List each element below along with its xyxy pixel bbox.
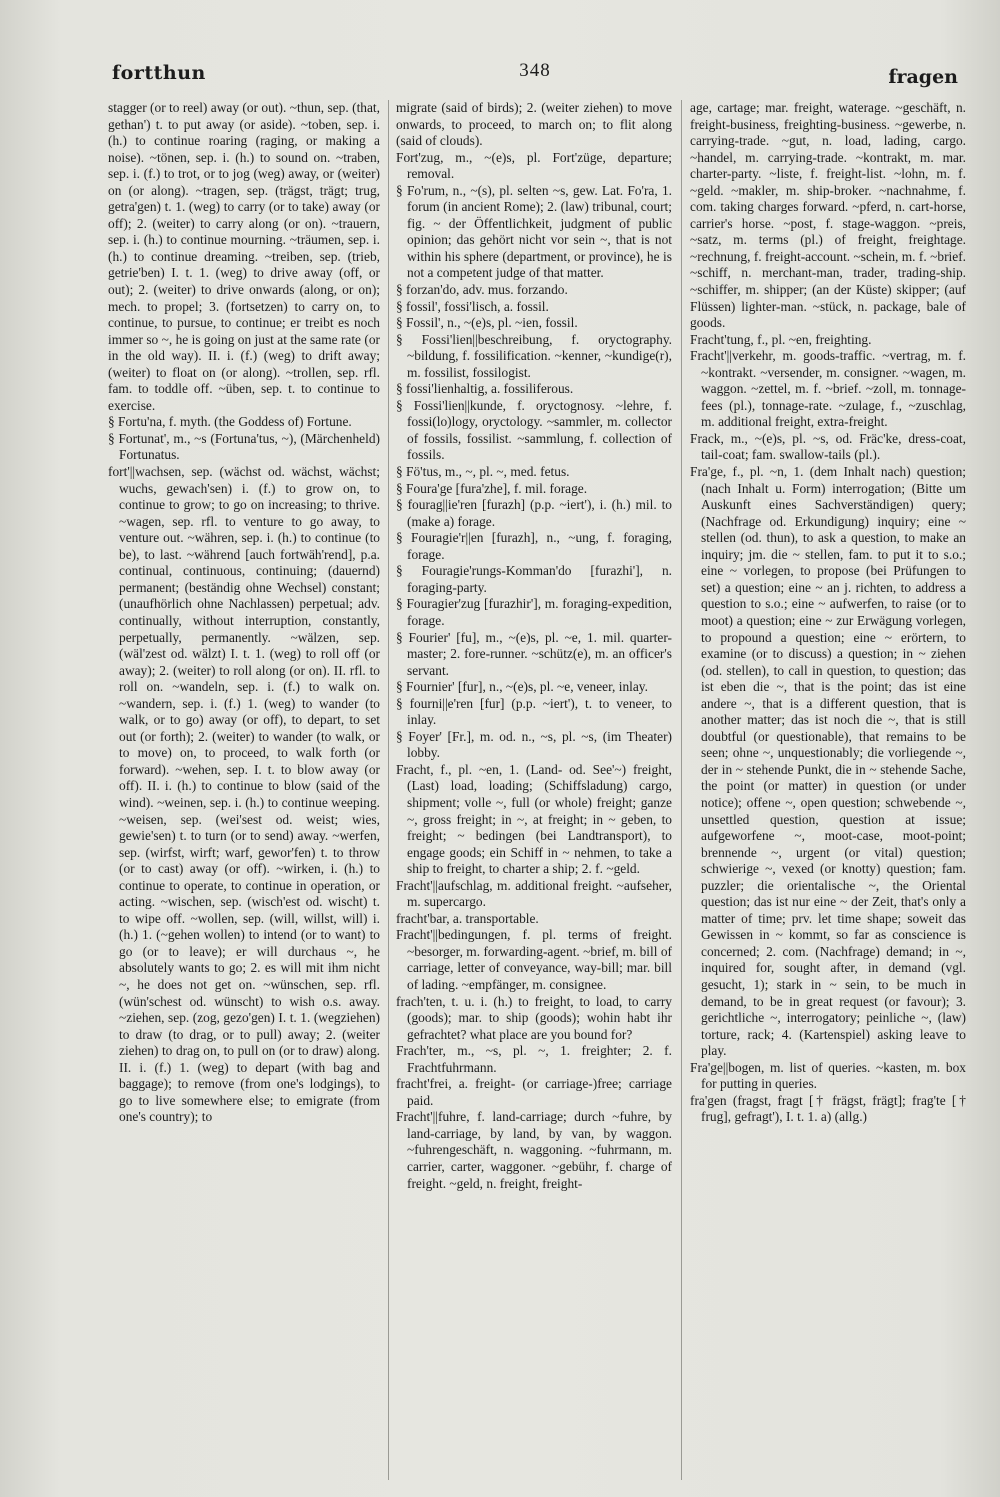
dictionary-entry: § Fournier' [fur], n., ~(e)s, pl. ~e, veneer, inlay. (396, 679, 648, 695)
column-divider (681, 100, 682, 1480)
dictionary-entry: fra'gen (fragst, fragt [† frägst, frägt]; frag'te [† frug], gefragt'), I. t. 1. a) (allg.) (690, 1092, 966, 1125)
dictionary-entry: Fracht'||fuhre, f. land-carriage; durch ~fuhre, by land-carriage, by land, by van, by waggon. ~fuhrengeschäft, n. waggoning. ~fuhrmann, m. carrier, carter, waggoner. ~gebühr, f. charge of freight. ~geld, n. freight, freight- (396, 1109, 672, 1191)
dictionary-entry: § Fossi'lien||beschreibung, f. oryctography. ~bildung, f. fossilification. ~kenner, ~kundige(r), m. fossilist, fossilogist. (396, 331, 672, 380)
dictionary-entry: fracht'bar, a. transportable. (396, 910, 539, 926)
text-columns (108, 100, 966, 1480)
dictionary-entry: Fra'ge, f., pl. ~n, 1. (dem Inhalt nach) question; (nach Inhalt u. Form) interrogation; (Bitte um Auskunft eines Sachverständigen) query; (Nachfrage od. Erkundigung) inquiry; eine ~ stellen (od. thun), to ask a question, to make an inquiry; jm. die ~ stellen, fam. to put it to s.o.; eine ~ vorlegen, to propose (bei Prüfungen to set) a question; eine ~ an j. richten, to address a question to s.o.; eine ~ aufwerfen, to raise (or to moot) a question; eine ~ zur Erwägung vorlegen, to propound a question; eine ~ erörtern, to examine (or to discuss) a question; in ~ ziehen (od. stellen), to call in question, to question; das ist eben die ~, that is the point; das ist eine andere ~, that is a different question, that is another matter; das ist noch die ~, that is still doubtful (or questionable), that remains to be seen; ohne ~, unquestionably; die vorliegende ~, der in ~ stehende Punkt, die in ~ stehende Sache, the point (or matter) in question (or under notice); offene ~, open question; schwebende ~, unsettled question, question at issue; aufgeworfene ~, moot-case, moot-point; brennende ~, urgent (or vital) question; schwierige ~, vexed (or knotty) question; fam. puzzler; die orientalische ~, the Oriental question; das ist nur eine ~ der Zeit, that's only a matter of time; prv. let time shape; soweit das Gewissen in ~ kommt, so far as conscience is concerned; 2. com. (Nachfrage) demand; in ~, inquired for, sought after, in demand (vgl. gesucht, 1); stark in ~ sein, to be much in demand, to be in great request (or favour); 3. gerichtliche ~, interrogatory; peinliche ~, (law) torture, rack; 4. (Kartenspiel) asking leave to play. (690, 464, 966, 1059)
dictionary-entry: Fra'ge||bogen, m. list of queries. ~kasten, m. box for putting in queries. (690, 1059, 966, 1092)
dictionary-entry: § Foura'ge [fura'zhe], f. mil. forage. (396, 480, 588, 496)
column-middle (396, 100, 672, 1480)
dictionary-entry: migrate (said of birds); 2. (weiter ziehen) to move onwards, to proceed, to march on; to flit along (said of clouds). (396, 100, 672, 149)
running-header (112, 52, 958, 92)
column-right (690, 100, 966, 1480)
dictionary-entry: § Fossi'lien||kunde, f. oryctognosy. ~lehre, f. fossi(lo)logy, oryctology. ~sammler, m. collector of fossils, fossilist. ~sammlung, f. collection of fossils. (396, 397, 672, 463)
dictionary-entry: § fossi'lienhaltig, a. fossiliferous. (396, 381, 574, 397)
dictionary-entry: § Fo'rum, n., ~(s), pl. selten ~s, gew. Lat. Fo'ra, 1. forum (in ancient Rome); 2. (law) tribunal, court; fig. ~ der Öffentlichkeit, judgment of public opinion; das gehört nicht vor sein ~, that is not within his sphere (department, or province), he is not a competent judge of that matter. (396, 182, 672, 281)
dictionary-entry: Fracht'||bedingungen, f. pl. terms of freight. ~besorger, m. forwarding-agent. ~brief, m. bill of carriage, letter of conveyance, way-bill; mar. bill of lading. ~empfänger, m. consignee. (396, 927, 672, 992)
dictionary-entry: § Fourier' [fu], m., ~(e)s, pl. ~e, 1. mil. quarter-master; 2. fore-runner. ~schütz(e), m. an officer's servant. (396, 629, 672, 678)
dictionary-entry: § fourni||e'ren [fur] (p.p. ~iert'), t. to veneer, to inlay. (396, 695, 672, 728)
right-headword: fragen (888, 66, 958, 88)
dictionary-entry: Fracht'||aufschlag, m. additional freight. ~aufseher, m. supercargo. (396, 877, 672, 910)
dictionary-entry: fracht'frei, a. freight- (or carriage-)free; carriage paid. (396, 1076, 672, 1108)
dictionary-entry: § Fö'tus, m., ~, pl. ~, med. fetus. (396, 464, 570, 480)
dictionary-entry: Fracht, f., pl. ~en, 1. (Land- od. See'~) freight, (Last) load, loading; (Schiffsladung) cargo, shipment; volle ~, full (or whole) freight; ganze ~, gross freight; in ~, at freight; in ~ geben, to freight; ~ bedingen (bei Landtransport), to engage goods; ein Schiff in ~ nehmen, to take a ship to freight, to charter a ship; 2. f. ~geld. (396, 761, 672, 877)
dictionary-entry: § forzan'do, adv. mus. forzando. (396, 282, 568, 298)
dictionary-entry: Fort'zug, m., ~(e)s, pl. Fort'züge, departure; removal. (396, 149, 672, 182)
dictionary-entry: § Fouragier'zug [furazhir'], m. foraging-expedition, forage. (396, 596, 672, 628)
dictionary-entry: § Fortu'na, f. myth. (the Goddess of) Fortune. (108, 414, 352, 430)
column-left (108, 100, 380, 1480)
dictionary-entry: stagger (or to reel) away (or out). ~thun, sep. (that, gethan') t. to put away (or aside). ~toben, sep. i. (h.) to continue roaring (raging, or making a noise). ~tönen, sep. i. (h.) to sound on. ~traben, sep. i. (f.) to trot, or to jog (weg) away, or (weiter) on (or along). ~tragen, sep. (trägst, trägt; trug, getra'gen) t. 1. (weg) to carry (or to take) away (or off); 2. (weiter) to carry along (or on). ~trauern, sep. i. (h.) to continue mourning. ~träumen, sep. i. (h.) to continue dreaming. ~treiben, sep. (trieb, getrie'ben) I. t. 1. (weg) to drive away (off, or out); 2. (weiter) to drive onwards (along, or on); mech. to propel; 3. (fortsetzen) to carry on, to continue, to pursue, to continue; er treibt es noch immer so ~, he is going on just at the same rate (or in the old way). II. i. (f.) (weg) to drift away; (weiter) to float on (or along). ~trollen, sep. rfl. fam. to toddle off. ~üben, sep. t. to continue to exercise. (108, 100, 380, 413)
dictionary-entry: Fracht'||verkehr, m. goods-traffic. ~vertrag, m. f. ~kontrakt. ~versender, m. consigner. ~wagen, m. waggon. ~zettel, m. f. ~brief. ~zoll, m. tonnage-fees (pl.), tonnage-rate. ~zulage, f., ~zuschlag, m. additional freight, extra-freight. (690, 348, 966, 430)
dictionary-entry: age, cartage; mar. freight, waterage. ~geschäft, n. freight-business, freighting-business. ~gewerbe, n. carrying-trade. ~gut, n. load, lading, cargo. ~handel, m. carrying-trade. ~kontrakt, m. mar. charter-party. ~liste, f. freight-list. ~lohn, m. f. ~geld. ~makler, m. ship-broker. ~nachnahme, f. com. taking charges forward. ~pferd, n. cart-horse, carrier's horse. ~post, f. stage-waggon. ~preis, ~satz, m. terms (pl.) of freight, freightage. ~rechnung, f. freight-account. ~schein, m. f. ~brief. ~schiff, n. merchant-man, trader, trading-ship. ~schiffer, m. shipper; (an der Küste) skipper; (auf Flüssen) lighter-man. ~stück, n. package, bale of goods. (690, 100, 966, 331)
dictionary-entry: fort'||wachsen, sep. (wächst od. wächst, wächst; wuchs, gewach'sen) i. (f.) to grow on, to continue to grow; to go on increasing; to thrive. ~wagen, sep. rfl. to venture to go away, to venture out. ~währen, sep. i. (h.) to continue (to be), to last. ~während [auch fortwäh'rend], p.a. continual, continuous, continuing; (dauernd) permanent; (beständig ohne Wechsel) constant; (unaufhörlich ohne Nachlassen) perpetual; adv. continually, without interruption, constantly, perpetually, permanently. ~wälzen, sep. (wäl'zest od. wälzt) I. t. 1. (weg) to roll off (or away); 2. (weiter) to roll along (or on). II. rfl. to roll on. ~wandeln, sep. i. (f.) to walk on. ~wandern, sep. i. (f.) 1. (weg) to wander (to walk, or to go) away (or off), to depart, to set out (or forth); 2. (weiter) to wander (to walk, or to move) on, to proceed, to walk forth (or forward). ~wehen, sep. I. t. to blow away (or off). II. i. (h.) to continue to blow (said of the wind). ~weinen, sep. i. (h.) to continue weeping. ~weisen, sep. (wei'sest od. weist; wies, gewie'sen) t. to turn (or to send) away. ~werfen, sep. (wirfst, wirft; warf, gewor'fen) t. to throw (or to cast) away (or off). ~wirken, i. (h.) to continue to operate, to continue in operation, or acting. ~wischen, sep. (wisch'est od. wischt) t. to wipe off. ~wollen, sep. (will, willst, will) i. (h.) 1. (~gehen wollen) to intend (or to want) to go (or to leave); er will durchaus ~, he absolutely wants to go; 2. es will mit ihm nicht ~, he does not get on. ~wünschen, sep. rfl. (wün'schest od. wünscht) to wish o.s. away. ~ziehen, sep. (zog, gezo'gen) I. t. 1. (wegziehen) to draw (to drag, or to pull) away; 2. (weiter ziehen) to drag on, to pull on (or to draw) along. II. i. (f.) 1. (weg) to depart (with bag and baggage); to remove (from one's lodgings), to go to live somewhere else; to emigrate (from one's country); to (108, 464, 380, 1125)
dictionary-entry: § fossil', fossi'lisch, a. fossil. (396, 298, 549, 314)
dictionary-entry: Fracht'tung, f., pl. ~en, freighting. (690, 331, 872, 347)
left-headword: fortthun (112, 62, 206, 84)
column-divider (388, 100, 389, 1480)
page-number: 348 (519, 60, 551, 81)
dictionary-entry: Frach'ter, m., ~s, pl. ~, 1. freighter; 2. f. Frachtfuhrmann. (396, 1043, 672, 1075)
dictionary-entry: § Fouragie'r||en [furazh], n., ~ung, f. foraging, forage. (396, 530, 672, 562)
dictionary-entry: § fourag||ie'ren [furazh] (p.p. ~iert'), i. (h.) mil. to (make a) forage. (396, 497, 672, 529)
dictionary-entry: § Fouragie'rungs-Komman'do [furazhi'], n. foraging-party. (396, 563, 672, 595)
dictionary-entry: § Foyer' [Fr.], m. od. n., ~s, pl. ~s, (im Theater) lobby. (396, 728, 672, 761)
dictionary-entry: Frack, m., ~(e)s, pl. ~s, od. Fräc'ke, dress-coat, tail-coat; fam. swallow-tails (pl.). (690, 430, 966, 463)
dictionary-entry: § Fortunat', m., ~s (Fortuna'tus, ~), (Märchenheld) Fortunatus. (108, 430, 380, 463)
dictionary-entry: § Fossil', n., ~(e)s, pl. ~ien, fossil. (396, 315, 578, 331)
dictionary-entry: frach'ten, t. u. i. (h.) to freight, to load, to carry (goods); mar. to ship (goods); wohin habt ihr gefrachtet? what place are you bound for? (396, 993, 672, 1042)
